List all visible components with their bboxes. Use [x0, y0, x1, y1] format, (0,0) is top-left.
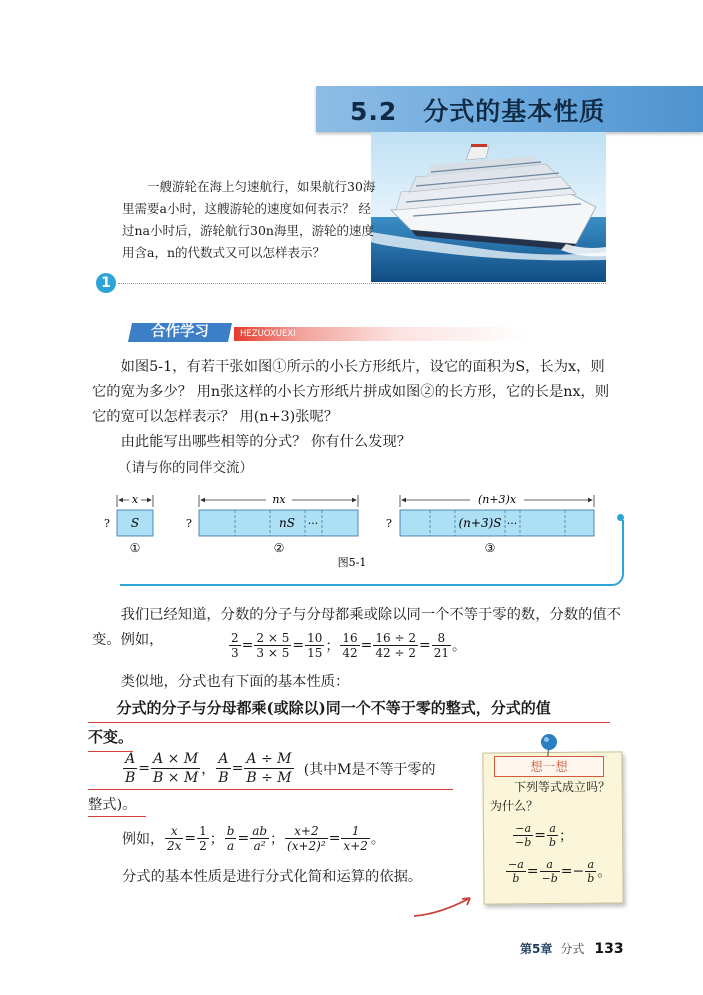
fig3-top-label: (n+3)x	[477, 493, 517, 506]
fraction-paragraph: 我们已经知道，分数的分子与分母都乘或除以同一个不等于零的数，分数的值不变。例如，	[92, 607, 621, 648]
fig3-number: ③	[484, 541, 496, 555]
property-formula: $\frac{A}{B}$ = $\frac{A \times M}{B \times M}$ ， $\frac{A}{B}$ = $\frac{A \div M}{B \div M}$ (其中M是不等于零的	[125, 751, 436, 786]
think-equation-2: $\frac{-a}{b}$ = $\frac{a}{-b}$ =− $\frac{a}{b}$ 。	[508, 858, 612, 885]
fig3-dots: ···	[506, 517, 518, 530]
number-fraction-equations: $\frac{2}{3}$ = $\frac{2 \times 5}{3 \times 5}$ = $\frac{10}{15}$ ； $\frac{16}{42}$ = $\frac{16 \div 2}{42 \div 2}$ = $\frac{8}{21}$ 。	[231, 631, 466, 660]
think-equation-1: $\frac{-a}{-b}$ = $\frac{a}{b}$ ；	[515, 822, 574, 849]
fig1-inner-label: S	[130, 516, 140, 530]
fig3-inner-label: (n+3)S	[458, 516, 502, 530]
basic-property-statement: 分式的分子与分母都乘(或除以)同一个不等于零的整式，分式的值 不变。	[88, 694, 610, 752]
fig2-inner-label: nS	[279, 516, 295, 530]
think-title: 想一想	[494, 756, 604, 777]
coop-question: 由此能写出哪些相等的分式？ 你有什么发现？	[120, 434, 412, 450]
coop-learning-subtitle: HEZUOXUEXI	[234, 327, 530, 341]
coop-note: （请与你的同伴交流）	[118, 460, 253, 476]
think-question: 下列等式成立吗？ 为什么？	[490, 780, 611, 813]
fig1-top-label: x	[131, 493, 139, 506]
fig1-number: ①	[129, 541, 141, 555]
coop-paragraph: 如图5-1，有若干张如图①所示的小长方形纸片，设它的面积为S，长为x，则它的宽为多少？ 用n张这样的小长方形纸片拼成如图②的长方形，它的长是nx，则它的宽可以怎样表示？ 用(n+3)张呢？	[92, 359, 610, 425]
intro-divider	[118, 283, 606, 284]
intro-text: 一艘游轮在海上匀速航行，如果航行30海里需要a小时，这艘游轮的速度如何表示？ 经过na小时后，游轮航行30n海里，游轮的速度用含a，n的代数式又可以怎样表示？	[122, 179, 376, 260]
example-equations: 例如， $\frac{x}{2x}$ = $\frac{1}{2}$ ； $\frac{b}{a}$ = $\frac{ab}{\text{a²}}$ ； $\frac{x+2}{\text{(x+2)²}}$ = $\frac{1}{x+2}$ 。	[122, 824, 385, 853]
section-number-badge: 1	[96, 273, 116, 293]
fig3-question-mark: ?	[386, 517, 392, 530]
footer-chapter: 第5章	[520, 942, 553, 956]
coop-learning-header: 合作学习	[128, 323, 232, 342]
fig2-top-label: nx	[272, 493, 286, 506]
formula-underline	[88, 789, 453, 790]
fig2-dots: ···	[307, 517, 319, 530]
figure-5-1	[90, 485, 635, 595]
formula-note-underline	[88, 816, 146, 817]
cruise-ship-photo	[371, 132, 606, 282]
figure-caption: 图5-1	[337, 556, 367, 569]
formula-note-continued: 整式)。	[88, 797, 137, 813]
page-number: 133	[594, 941, 624, 957]
pointer-arrow-icon	[410, 890, 480, 920]
fig2-question-mark: ?	[186, 517, 192, 530]
footer-section: 分式	[560, 942, 585, 956]
basis-paragraph: 分式的基本性质是进行分式化简和运算的依据。	[122, 869, 423, 885]
fig1-question-mark: ?	[104, 517, 110, 530]
page-footer	[520, 940, 624, 957]
section-title: 5.2 分式的基本性质	[350, 97, 606, 126]
similar-paragraph: 类似地，分式也有下面的基本性质：	[120, 674, 350, 690]
fig2-number: ②	[273, 541, 285, 555]
